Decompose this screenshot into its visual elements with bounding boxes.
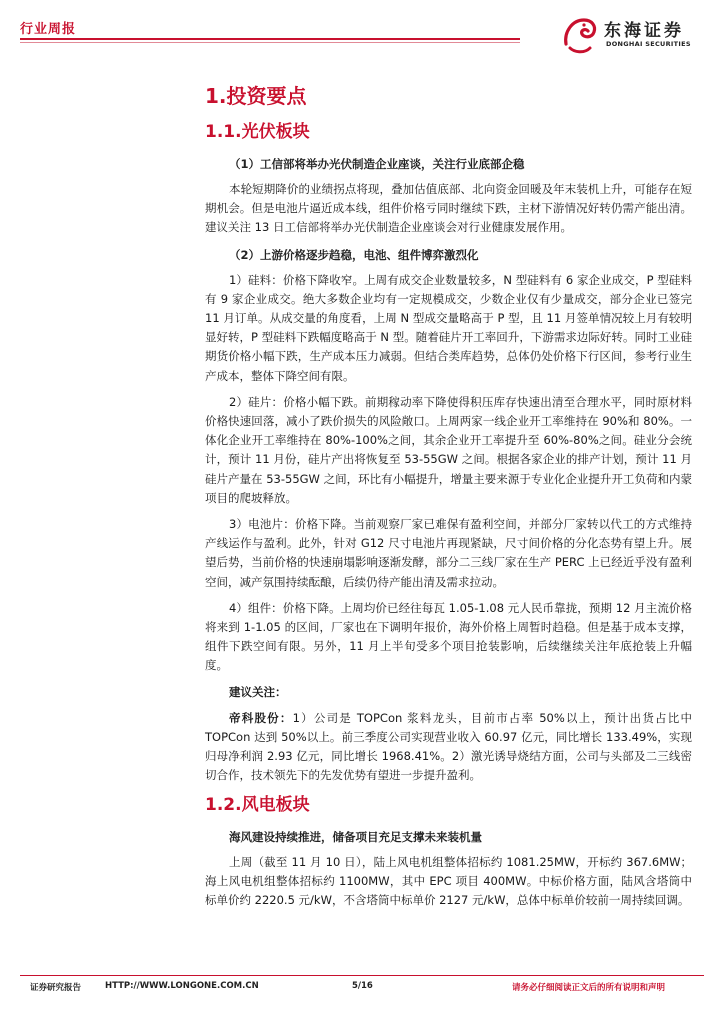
page-number: 5/16 xyxy=(352,981,373,991)
report-body xyxy=(205,82,692,917)
paragraph-wind-tender: 上周（截至 11 月 10 日），陆上风电机组整体招标约 1081.25MW，开标约 367.6MW；海上风电机组整体招标约 1100MW，其中 EPC 项目 400MW。中标价格方面，陆风含塔筒中标单价约 2220.5 元/kW，不含塔筒中标单价 2127 元/kW，总体中标单价较前一周持续回调。 xyxy=(205,854,692,908)
subheading-pv-1: （1）工信部将举办光伏制造企业座谈，关注行业底部企稳 xyxy=(229,157,525,171)
dragon-logo-icon xyxy=(560,14,600,56)
paragraph-wafer: 2）硅片：价格小幅下跌。前期稼动率下降使得积压库存快速出清至合理水平，同时原材料价格快速回落，减小了跌价损失的风险敞口。上周两家一线企业开工率维持在 90%和 80%。一体化企业开工率维持在 80%-100%之间，其余企业开工率提升至 60%-80%之间。硅业分会统计，预计 11 月份，硅片产出将恢复至 53-55GW 之间。根据各家企业的排产计划，预计 11 月硅片产量在 53-55GW 之间，环比有小幅提升，增量主要来源于专业化企业提升开工负荷和内蒙项目的爬坡释放。 xyxy=(205,394,692,505)
header-rule-thin xyxy=(20,42,520,43)
subheading-pv-2: （2）上游价格逐步趋稳，电池、组件博弈激烈化 xyxy=(229,247,479,262)
footer-report-label: 证券研究报告 xyxy=(30,983,82,993)
paragraph-polysilicon: 1）硅料：价格下降收窄。上周有成交企业数量较多，N 型硅料有 6 家企业成交，P 型硅料有 9 家企业成交。绝大多数企业均有一定规模成交，少数企业仅有少量成交，部分企业已签完 11 月订单。从成交量的角度看，上周 N 型成交量略高于 P 型，且 11 月签单情况较上月有较明显好转，P 型硅料下跌幅度略高于 N 型。随着硅片开工率回升，下游需求边际好转。同时工业硅期货价格小幅下跌，生产成本压力减弱。但结合类库趋势，总体仍处价格下行区间，参考行业生产成本，整体下降空间有限。 xyxy=(205,272,692,383)
report-type-tag: 行业周报 xyxy=(20,22,77,37)
logo-english-name: DONGHAI SECURITIES xyxy=(606,40,691,48)
section-heading-pv: 1.1.光伏板块 xyxy=(205,122,310,142)
header-rule xyxy=(20,38,520,40)
section-heading-wind: 1.2.风电板块 xyxy=(205,794,310,815)
footer-website-link[interactable]: HTTP://WWW.LONGONE.COM.CN xyxy=(105,981,259,991)
paragraph: 本轮短期降价的业绩拐点将现，叠加估值底部、北向资金回暖及年末装机上升，可能存在短期机会。但是电池片逼近成本线，组件价格亏同时继续下跌，主材下游情况好转仍需产能出清。建议关注 13 日工信部将举办光伏制造企业座谈会对行业健康发展作用。 xyxy=(205,182,692,235)
paragraph-module: 4）组件：价格下降。上周均价已经往每瓦 1.05-1.08 元人民币靠拢，预期 12 月主流价格将来到 1-1.05 的区间，厂家也在下调明年报价，海外价格上周暂时趋稳。但是基于成本支撑，组件下跌空间有限。另外，11 月上半旬受多个项目抢装影响，后续继续关注年底抢装上升幅度。 xyxy=(205,600,692,673)
footer-rule xyxy=(20,975,704,976)
section-title: 1.投资要点 xyxy=(205,84,307,108)
donghai-logo xyxy=(560,14,710,56)
paragraph-recommendation-label: 建议关注： xyxy=(229,684,287,699)
paragraph-dike-stock: 帝科股份：1）公司是 TOPCon 浆料龙头，目前市占率 50%以上，预计出货占比中 TOPCon 达到 50%以上。前三季度公司实现营业收入 60.97 亿元，同比增长 133.49%，实现归母净利润 2.93 亿元，同比增长 1968.41%。2）激光诱导烧结方面，公司与头部及二三线密切合作，技术领先下的先发优势有望进一步提升盈利。 xyxy=(205,710,692,783)
paragraph-cell: 3）电池片：价格下降。当前观察厂家已难保有盈利空间，并部分厂家转以代工的方式维持产线运作与盈利。此外，针对 G12 尺寸电池片再现紧缺，尺寸间价格的分化态势有望上升。展望后势，当前价格的快速崩塌影响逐渐发酵，部分二三线厂家在生产 PERC 上已经近乎没有盈利空间，减产氛围持续酝酿，后续仍待产能出清及需求拉动。 xyxy=(205,517,692,589)
subheading-wind-1: 海风建设持续推进，储备项目充足支撑未来装机量 xyxy=(229,829,482,844)
logo-chinese-name: 东海证券 xyxy=(604,21,684,41)
footer-disclaimer: 请务必仔细阅读正文后的所有说明和声明 xyxy=(512,983,666,993)
